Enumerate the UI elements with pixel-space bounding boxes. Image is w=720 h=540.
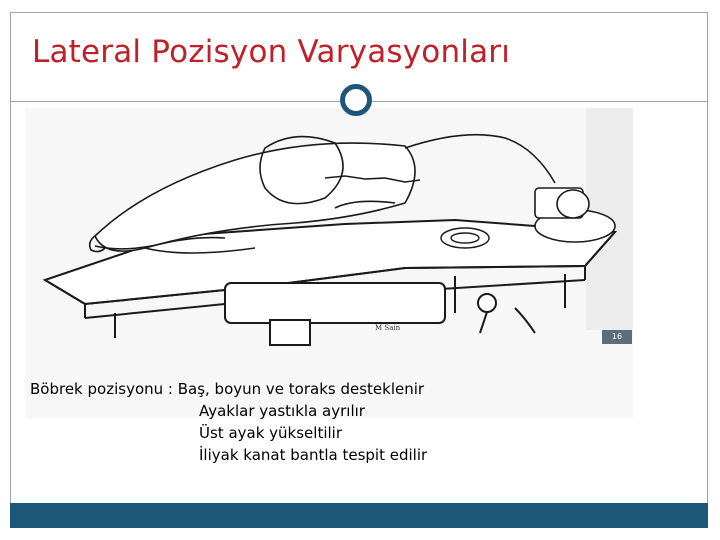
caption-label: Böbrek pozisyonu : Baş, boyun ve toraks desteklenir — [30, 380, 425, 398]
caption-line: Ayaklar yastıkla ayrılır — [199, 402, 365, 420]
caption-line: Üst ayak yükseltilir — [199, 424, 342, 442]
footer-bar — [10, 503, 708, 528]
iv-line — [405, 135, 555, 183]
decorative-ring-icon — [340, 84, 372, 116]
caption-line: İliyak kanat bantla tespit edilir — [199, 446, 428, 464]
crank-handle — [480, 312, 487, 333]
head-ring — [557, 190, 589, 218]
illustrator-signature: M Sain — [375, 324, 401, 332]
lateral-position-illustration — [25, 108, 633, 418]
slide-title: Lateral Pozisyon Varyasyonları — [32, 34, 511, 70]
table-column — [270, 320, 310, 345]
table-base — [225, 283, 445, 323]
towel-roll — [441, 228, 489, 248]
caption-block — [30, 378, 427, 466]
page-number-badge: 16 — [602, 330, 632, 344]
crank-cable — [515, 308, 535, 333]
table-crank — [478, 294, 496, 312]
head-support — [535, 188, 615, 242]
